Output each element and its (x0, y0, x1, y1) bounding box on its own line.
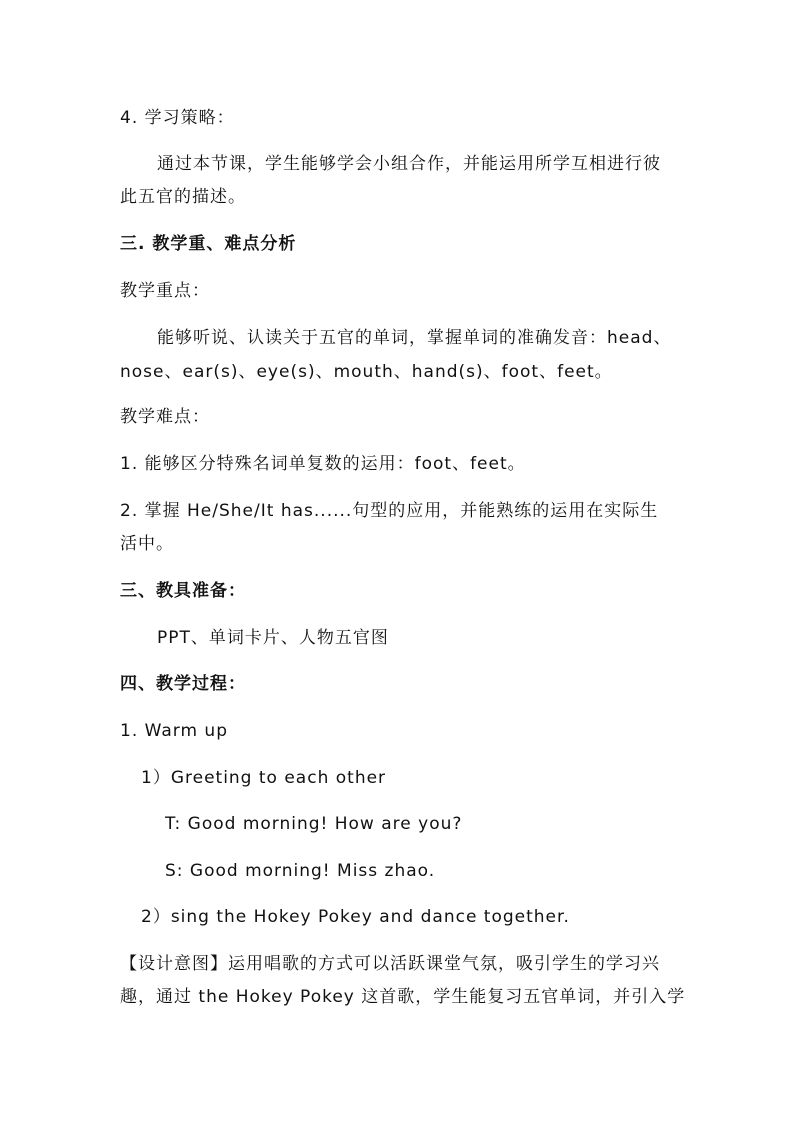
teaching-materials-heading: 三、教具准备： (120, 581, 246, 601)
difficulty-item-2-line-2: 活中。 (120, 534, 174, 554)
teaching-process-heading: 四、教学过程： (120, 674, 246, 694)
design-intent-line-2: 趣，通过 the Hokey Pokey 这首歌，学生能复习五官单词，并引入学 (120, 987, 686, 1007)
warm-up-step: 1. Warm up (120, 721, 228, 741)
learning-strategy-text-line-1: 通过本节课，学生能够学会小组合作，并能运用所学互相进行彼 (157, 154, 661, 174)
key-difficult-points-heading: 三. 教学重、难点分析 (120, 234, 297, 254)
learning-strategy-text-line-2: 此五官的描述。 (120, 187, 246, 207)
difficulty-item-2-line-1: 2. 掌握 He/She/It has......句型的应用，并能熟练的运用在实际生 (120, 501, 659, 521)
teaching-materials-text: PPT、单词卡片、人物五官图 (157, 628, 389, 648)
teacher-dialogue-line: T: Good morning! How are you? (165, 814, 463, 834)
greeting-step: 1）Greeting to each other (141, 768, 387, 788)
key-points-text-line-1: 能够听说、认读关于五官的单词，掌握单词的准确发音：head、 (157, 328, 672, 348)
difficulty-item-1: 1. 能够区分特殊名词单复数的运用：foot、feet。 (120, 454, 526, 474)
student-dialogue-line: S: Good morning! Miss zhao. (165, 861, 436, 881)
sing-step: 2）sing the Hokey Pokey and dance together. (141, 907, 570, 927)
design-intent-line-1: 【设计意图】运用唱歌的方式可以活跃课堂气氛，吸引学生的学习兴 (120, 954, 660, 974)
key-points-text-line-2: nose、ear(s)、eye(s)、mouth、hand(s)、foot、feet。 (120, 362, 613, 382)
learning-strategy-title: 4. 学习策略： (120, 108, 235, 128)
difficulties-label: 教学难点： (120, 407, 210, 427)
key-points-label: 教学重点： (120, 281, 210, 301)
